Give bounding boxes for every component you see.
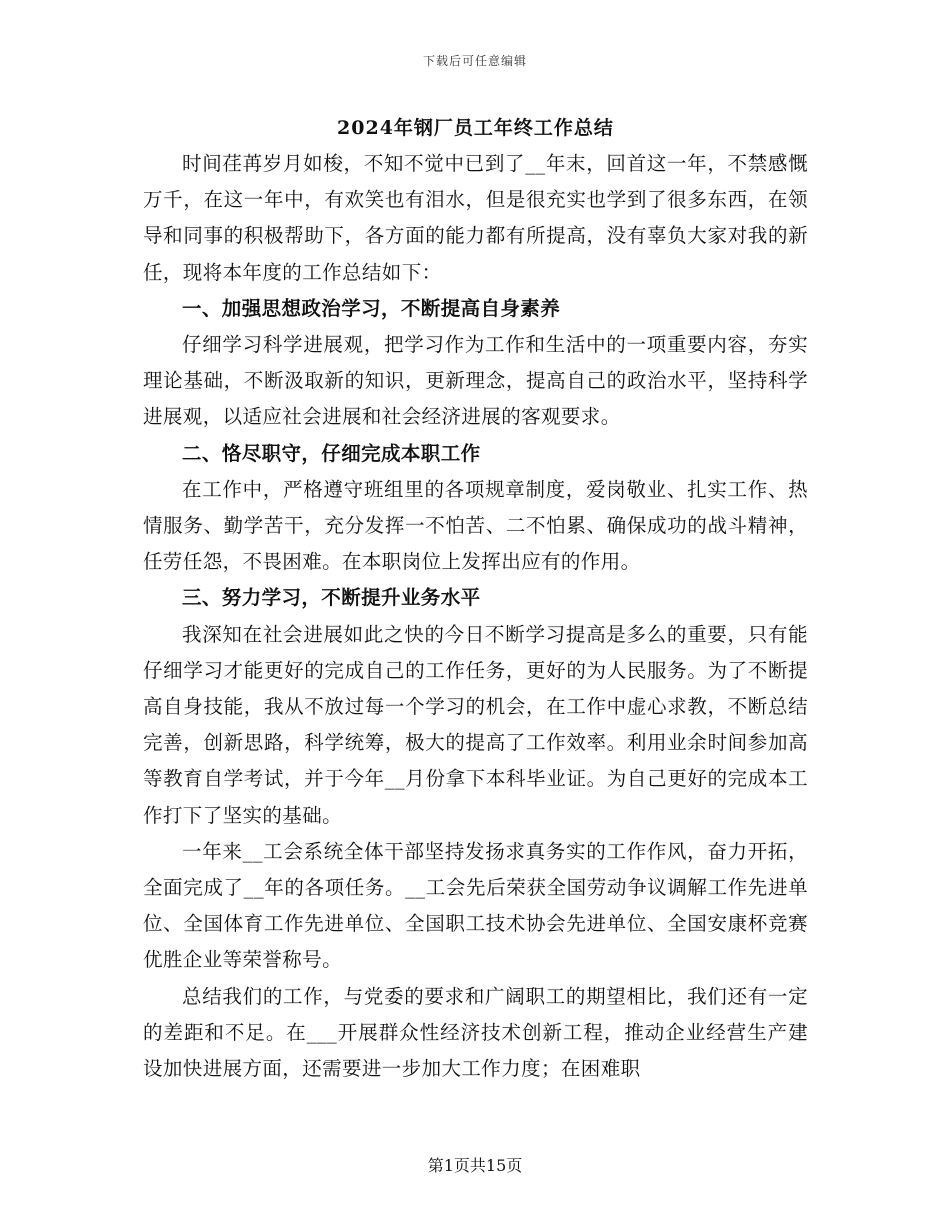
section-heading-3: 三、努力学习，不断提升业务水平 <box>182 586 481 610</box>
document-title: 2024年钢厂员工年终工作总结 <box>337 117 614 139</box>
paragraph-section-1: 仔细学习科学进展观，把学习作为工作和生活中的一项重要内容，夯实理论基础，不断汲取新的知识，更新理念，提高自己的政治水平，坚持科学进展观，以适应社会进展和社会经济进展的客观要求。 <box>143 333 808 429</box>
paragraph-summary: 总结我们的工作，与党委的要求和广阔职工的期望相比，我们还有一定的差距和不足。在___开展群众性经济技术创新工程，推动企业经营生产建设加快进展方面，还需要进一步加大工作力度；在困难职 <box>143 984 808 1081</box>
section-heading-1: 一、加强思想政治学习，不断提高自身素养 <box>182 296 561 320</box>
document-body <box>143 110 808 1087</box>
header-note: 下载后可任意编辑 <box>422 54 527 68</box>
paragraph-section-2: 在工作中，严格遵守班组里的各项规章制度，爱岗敬业、扎实工作、热情服务、勤学苦干，充分发挥一不怕苦、二不怕累、确保成功的战斗精神，任劳任怨，不畏困难。在本职岗位上发挥出应有的作用。 <box>143 477 808 574</box>
page-number-footer: 第1页共15页 <box>427 1156 523 1175</box>
paragraph-intro: 时间荏苒岁月如梭，不知不觉中已到了__年末，回首这一年，不禁感慨万千，在这一年中，有欢笑也有泪水，但是很充实也学到了很多东西，在领导和同事的积极帮助下，各方面的能力都有所提高，没有辜负大家对我的新任，现将本年度的工作总结如下： <box>143 152 808 284</box>
paragraph-union: 一年来__工会系统全体干部坚持发扬求真务实的工作作风，奋力开拓，全面完成了__年的各项任务。__工会先后荣获全国劳动争议调解工作先进单位、全国体育工作先进单位、全国职工技术协会先进单位、全国安康杯竞赛优胜企业等荣誉称号。 <box>143 839 808 972</box>
paragraph-section-3: 我深知在社会进展如此之快的今日不断学习提高是多么的重要，只有能仔细学习才能更好的完成自己的工作任务，更好的为人民服务。为了不断提高自身技能，我从不放过每一个学习的机会，在工作中虚心求教，不断总结完善，创新思路，科学统筹，极大的提高了工作效率。利用业余时间参加高等教育自学考试，并于今年__月份拿下本科毕业证。为自己更好的完成本工作打下了坚实的基础。 <box>143 622 808 827</box>
section-heading-2: 二、恪尽职守，仔细完成本职工作 <box>182 441 481 465</box>
